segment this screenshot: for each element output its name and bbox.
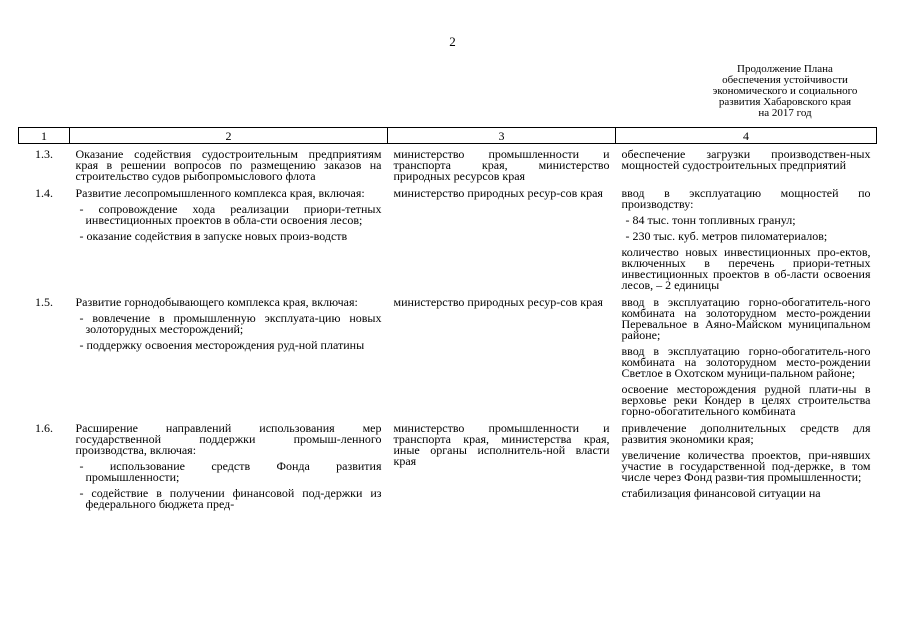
paragraph: количество новых инвестиционных про-ектов, включенных в перечень приори-тетных инвестиционных проектов в об-ласти освоения лесов, – 2 единицы [621, 245, 871, 292]
paragraph: министерство природных ресур-сов края [393, 186, 603, 200]
row-number: 1.5. [35, 295, 53, 309]
header-note-line: Продолжение Плана [737, 63, 833, 75]
cell-col3 [388, 188, 616, 297]
bullet-item: - сопровождение хода реализации приори-тетных инвестиционных проектов в обла-сти освоения лесов; [79, 202, 382, 227]
table-row [19, 423, 877, 516]
row-number: 1.6. [35, 421, 53, 435]
cell-col3 [388, 297, 616, 423]
column-header-4: 4 [616, 128, 877, 144]
bullet-item: - поддержку освоения месторождения руд-ной платины [79, 338, 365, 352]
header-note-line: обеспечения устойчивости [722, 74, 848, 86]
table-body [19, 144, 877, 517]
paragraph: Оказание содействия судостроительным предприятиям края в решении вопросов по размещению заказов на строительство судов рыбопромыслового флота [75, 147, 382, 183]
page-number: 2 [449, 34, 456, 49]
bullet-item: - вовлечение в промышленную эксплуата-цию новых золоторудных месторождений; [79, 311, 382, 336]
paragraph: министерство природных ресур-сов края [393, 295, 603, 309]
paragraph: увеличение количества проектов, при-нявших участие в государственной под-держке, в том числе через Фонд разви-тия промышленности; [621, 448, 871, 484]
bullet-item: - оказание содействия в запуске новых произ-водств [79, 229, 348, 243]
cell-col3 [388, 423, 616, 516]
cell-col2 [70, 297, 388, 423]
paragraph: министерство промышленности и транспорта края, министерство природных ресурсов края [393, 147, 610, 183]
paragraph: Развитие горнодобывающего комплекса края, включая: [75, 295, 358, 309]
cell-col2 [70, 188, 388, 297]
paragraph: обеспечение загрузки производствен-ных мощностей судостроительных предприятий [621, 147, 871, 172]
column-header-3: 3 [388, 128, 616, 144]
table-row [19, 297, 877, 423]
row-number: 1.4. [35, 186, 53, 200]
bullet-item: - использование средств Фонда развития промышленности; [79, 459, 382, 484]
table-row [19, 188, 877, 297]
column-header-1: 1 [19, 128, 70, 144]
cell-col3 [388, 144, 616, 189]
paragraph: ввод в эксплуатацию горно-обогатитель-ного комбината на золоторудном место-рождении Перевальное в Аяно-Майском муниципальном районе; [621, 295, 871, 342]
header-note-line: экономического и социального [712, 85, 858, 97]
paragraph: министерство промышленности и транспорта края, министерства края, иные органы исполнитель-ной власти края [393, 421, 610, 468]
row-number: 1.3. [35, 147, 53, 161]
paragraph: стабилизация финансовой ситуации на [621, 486, 821, 500]
plan-table [18, 127, 877, 516]
cell-col2 [70, 423, 388, 516]
header-note [690, 64, 880, 119]
table-row [19, 144, 877, 189]
paragraph: ввод в эксплуатацию мощностей по производству: [621, 186, 871, 211]
bullet-item: - содействие в получении финансовой под-держки из федерального бюджета пред- [79, 486, 382, 511]
table-header [19, 128, 877, 144]
paragraph: Расширение направлений использования мер государственной поддержки промыш-ленного производства, включая: [75, 421, 382, 457]
bullet-item: - 84 тыс. тонн топливных гранул; [625, 213, 796, 227]
cell-col4 [616, 423, 877, 516]
cell-col4 [616, 188, 877, 297]
bullet-item: - 230 тыс. куб. метров пиломатериалов; [625, 229, 828, 243]
cell-col2 [70, 144, 388, 189]
cell-col4 [616, 144, 877, 189]
header-note-line: на 2017 год [758, 107, 812, 119]
cell-col4 [616, 297, 877, 423]
header-note-line: развития Хабаровского края [718, 96, 852, 108]
paragraph: ввод в эксплуатацию горно-обогатитель-ного комбината на золоторудном место-рождении Светлое в Охотском муници-пальном районе; [621, 344, 871, 380]
paragraph: Развитие лесопромышленного комплекса края, включая: [75, 186, 365, 200]
paragraph: освоение месторождения рудной плати-ны в верховье реки Кондер в целях строительства горно-обогатительного комбината [621, 382, 871, 418]
column-header-2: 2 [70, 128, 388, 144]
paragraph: привлечение дополнительных средств для развития экономики края; [621, 421, 871, 446]
